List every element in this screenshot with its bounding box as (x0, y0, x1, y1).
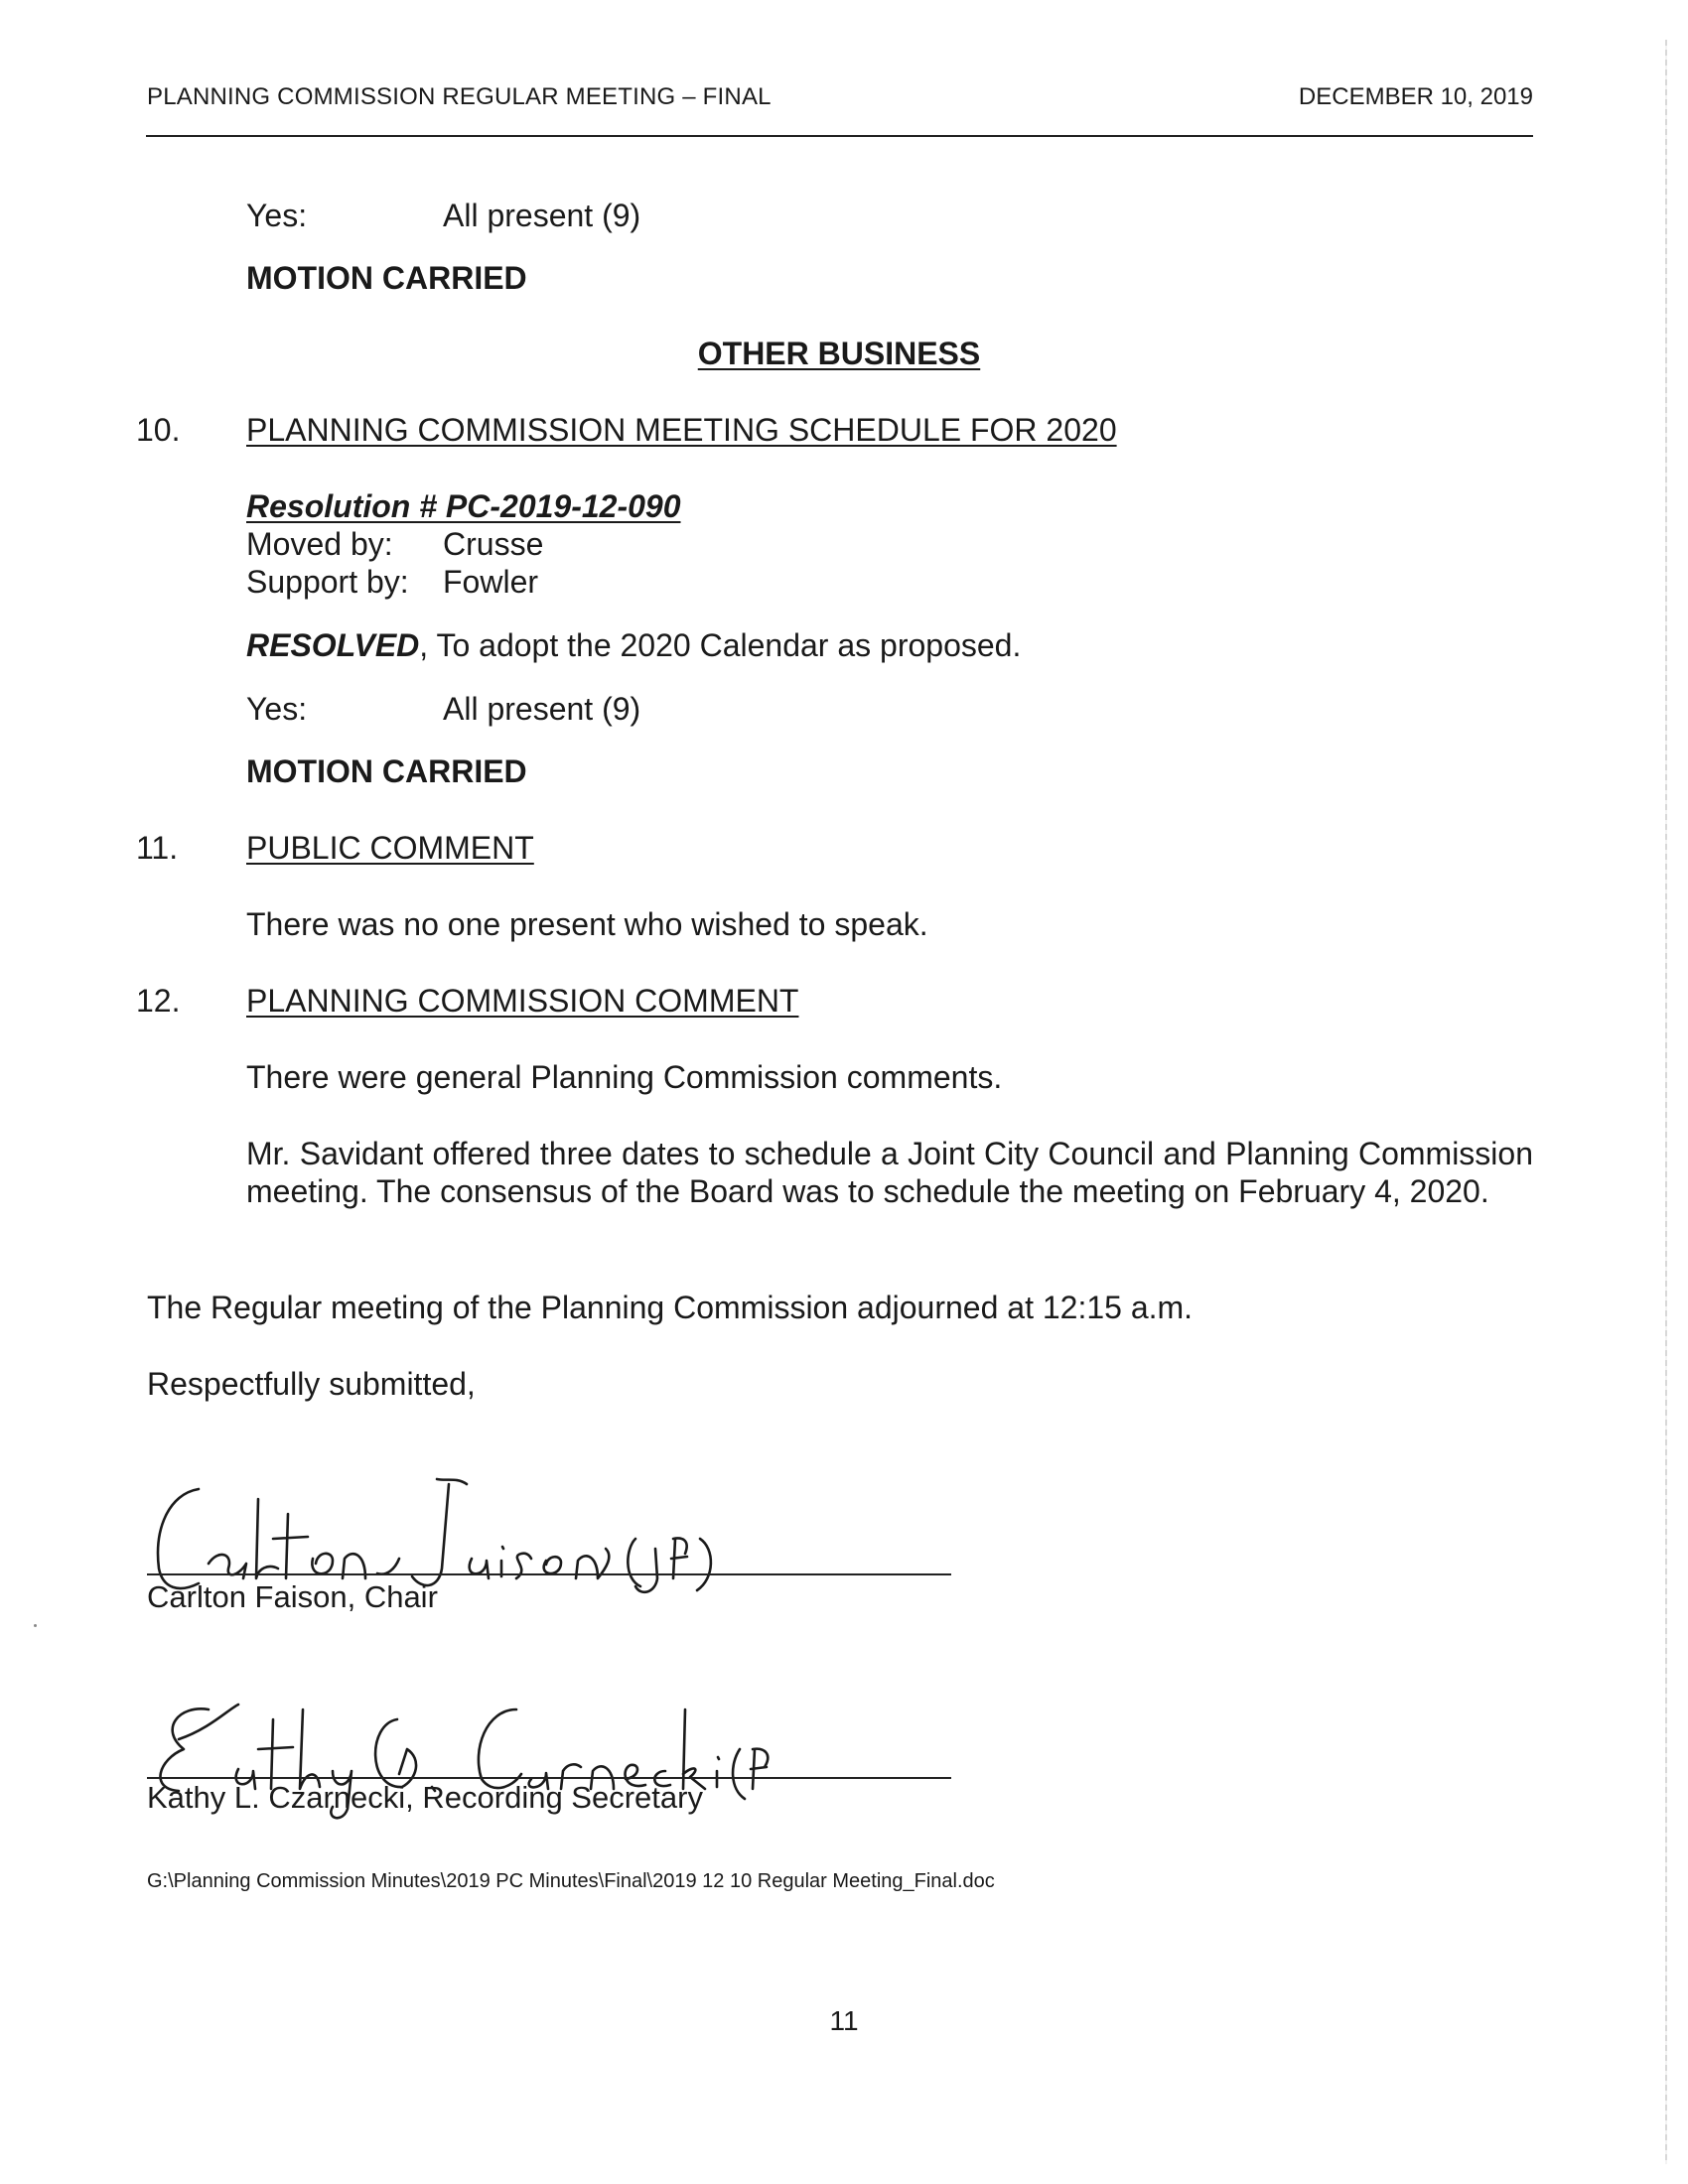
resolved-text: , To adopt the 2020 Calendar as proposed. (419, 627, 1022, 663)
motion-result: MOTION CARRIED (246, 260, 527, 296)
header-date: DECEMBER 10, 2019 (1298, 83, 1533, 110)
item-title: PUBLIC COMMENT (246, 830, 534, 866)
section-heading: OTHER BUSINESS (697, 336, 981, 371)
item-title: PLANNING COMMISSION MEETING SCHEDULE FOR 2020 (246, 412, 1117, 448)
item-paragraph: Mr. Savidant offered three dates to schedule a Joint City Council and Planning Commission meeting. The consensus of the Board was to schedule the meeting on February 4, 2020. (246, 1136, 1533, 1209)
moved-by-value: Crusse (443, 526, 544, 562)
header-rule (146, 135, 1533, 137)
vote-value: All present (9) (443, 691, 641, 727)
header-title: PLANNING COMMISSION REGULAR MEETING – FINAL (147, 83, 772, 110)
vote-value: All present (9) (443, 198, 641, 233)
item-number: 11. (136, 830, 179, 866)
closing-text: Respectfully submitted, (147, 1366, 476, 1402)
item-number: 12. (136, 983, 181, 1019)
signatory-name: Carlton Faison, Chair (147, 1579, 438, 1614)
item-text: There were general Planning Commission comments. (246, 1059, 1003, 1095)
vote-label: Yes: (246, 198, 308, 233)
item-text: There was no one present who wished to speak. (246, 906, 928, 942)
moved-by-label: Moved by: (246, 526, 393, 562)
resolution-number: Resolution # PC-2019-12-090 (246, 488, 681, 524)
support-by-label: Support by: (246, 564, 409, 600)
signatory-name: Kathy L. Czarnecki, Recording Secretary (147, 1780, 703, 1815)
adjourned-statement: The Regular meeting of the Planning Commission adjourned at 12:15 a.m. (147, 1290, 1194, 1325)
page-number: 11 (829, 2005, 859, 2036)
motion-result: MOTION CARRIED (246, 753, 527, 789)
signature-line (147, 1573, 951, 1575)
vote-label: Yes: (246, 691, 308, 727)
resolved-statement (246, 626, 1021, 664)
scan-speck (34, 1624, 37, 1627)
file-path: G:\Planning Commission Minutes\2019 PC Minutes\Final\2019 12 10 Regular Meeting_Final.doc (147, 1870, 995, 1892)
resolved-word: RESOLVED (246, 627, 420, 663)
item-number: 10. (136, 412, 181, 448)
support-by-value: Fowler (443, 564, 539, 600)
item-title: PLANNING COMMISSION COMMENT (246, 983, 799, 1019)
